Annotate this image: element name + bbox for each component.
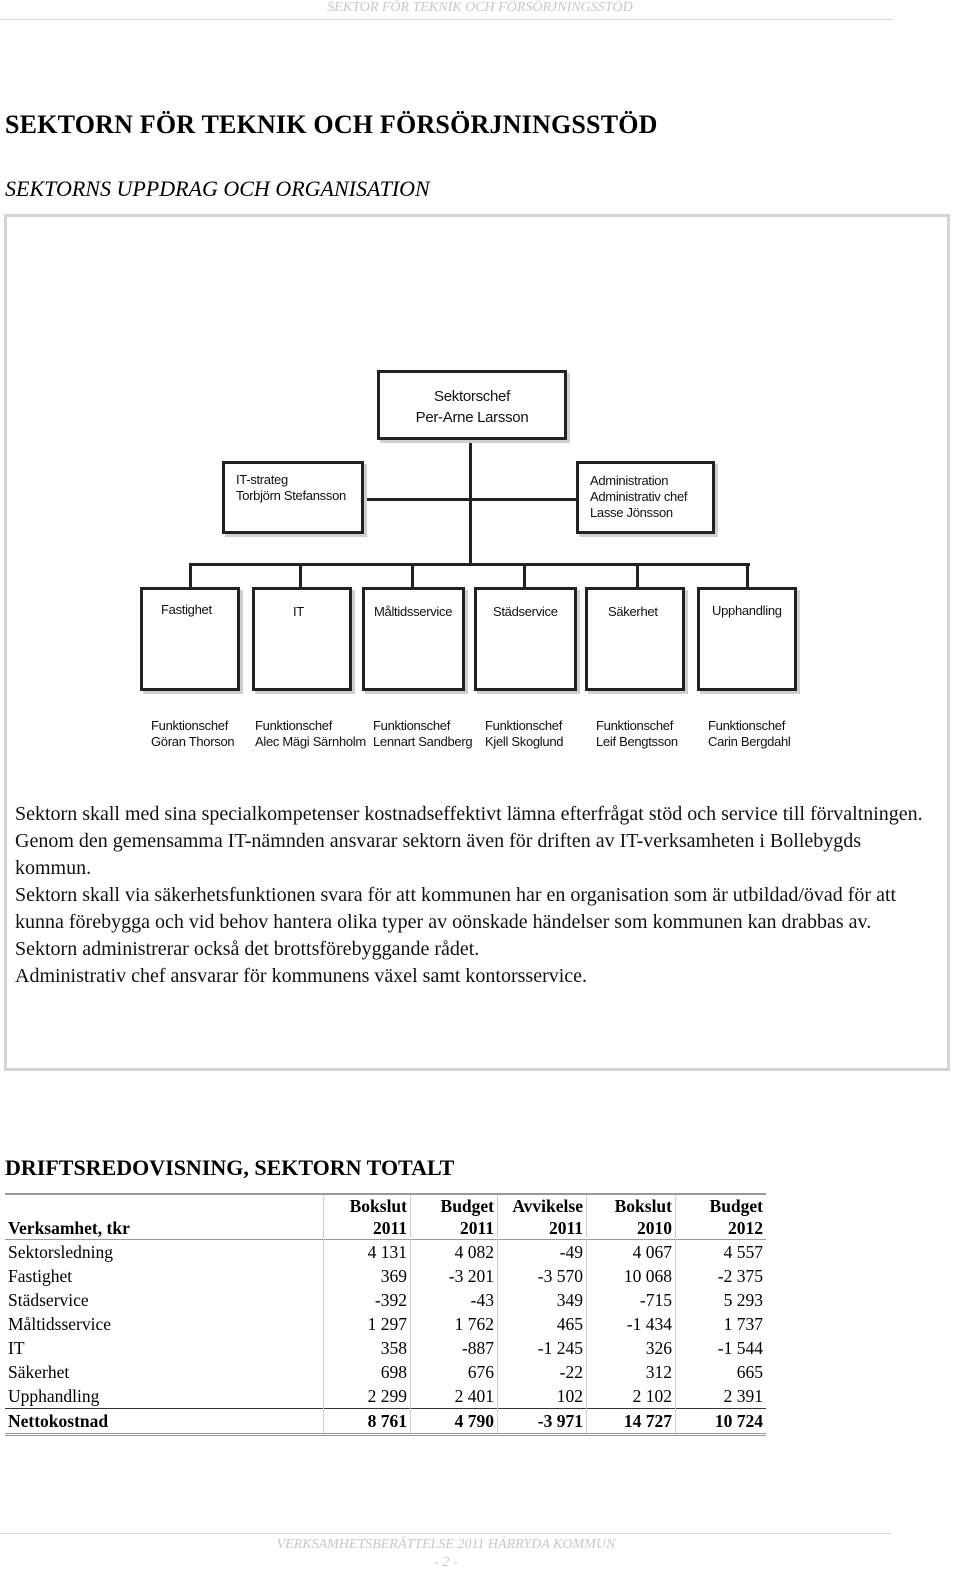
org-line-drop-5 [636, 564, 639, 589]
cell: -2 375 [717, 1266, 763, 1286]
table-row [5, 1240, 766, 1265]
cell: -22 [498, 1360, 587, 1384]
row-label: Upphandling [5, 1384, 324, 1409]
total-cell: 8 761 [324, 1409, 411, 1435]
org-box-unit [585, 587, 685, 691]
cell: 4 082 [411, 1240, 498, 1265]
unit-head [373, 718, 472, 750]
sektorschef-name: Per-Arne Larsson [415, 409, 529, 426]
col-header-top: Bokslut [587, 1194, 676, 1217]
org-box-unit [474, 587, 577, 691]
cell: 1 297 [324, 1312, 411, 1336]
cell: 358 [324, 1336, 411, 1360]
unit-head-name: Alec Mägi Särnholm [255, 734, 366, 749]
running-footer: VERKSAMHETSBERÄTTELSE 2011 HÄRRYDA KOMMUN [276, 1537, 616, 1552]
cell: -1 245 [498, 1336, 587, 1360]
org-line-drop-6 [746, 564, 749, 589]
row-label: IT [5, 1336, 324, 1360]
row-label: Måltidsservice [5, 1312, 324, 1336]
description-line: Sektorn skall med sina specialkompetenser kostnadseffektivt lämna efterfrågat stöd och service till förvaltningen. [15, 803, 923, 825]
unit-head-title: Funktionschef [255, 718, 333, 733]
table-total-row [5, 1409, 766, 1435]
cell: 4 557 [723, 1242, 763, 1262]
cell: -43 [411, 1288, 498, 1312]
cell: 2 102 [587, 1384, 676, 1409]
unit-head-title: Funktionschef [708, 718, 786, 733]
cell: 2 299 [324, 1384, 411, 1409]
unit-name: Städservice [493, 604, 558, 619]
table-row [5, 1336, 766, 1360]
cell: 465 [498, 1312, 587, 1336]
unit-name: Måltidsservice [374, 604, 453, 619]
col-header-bottom: 2010 [587, 1217, 676, 1240]
row-label: Fastighet [5, 1264, 324, 1288]
unit-head-title: Funktionschef [373, 718, 451, 733]
cell: 2 391 [723, 1386, 763, 1406]
unit-head-title: Funktionschef [485, 718, 563, 733]
unit-name: Säkerhet [608, 604, 658, 619]
org-box-unit [362, 587, 465, 691]
admin-role: Administrativ chef [590, 489, 688, 504]
row-label: Sektorsledning [5, 1240, 324, 1265]
page-title: SEKTORN FÖR TEKNIK OCH FÖRSÖRJNINGSSTÖD [5, 110, 658, 139]
table-row [5, 1360, 766, 1384]
cell: 1 737 [723, 1314, 763, 1334]
unit-head [255, 718, 366, 750]
unit-head-name: Leif Bengtsson [596, 734, 678, 749]
cell: -1 544 [717, 1338, 763, 1358]
table-row [5, 1288, 766, 1312]
cell: 102 [498, 1384, 587, 1409]
total-cell: 4 790 [411, 1409, 498, 1435]
cell: 676 [411, 1360, 498, 1384]
total-label: Nettokostnad [5, 1409, 324, 1435]
cell: 10 068 [587, 1264, 676, 1288]
table-row [5, 1312, 766, 1336]
row-label: Städservice [5, 1288, 324, 1312]
col-header-top: Avvikelse [498, 1194, 587, 1217]
total-cell: 14 727 [587, 1409, 676, 1435]
header-rule [0, 19, 892, 20]
cell: 1 762 [411, 1312, 498, 1336]
sektorschef-role: Sektorschef [434, 388, 510, 405]
cell: 698 [324, 1360, 411, 1384]
unit-name: Upphandling [712, 603, 782, 618]
org-line-itstrateg [363, 498, 470, 501]
drift-heading: DRIFTSREDOVISNING, SEKTORN TOTALT [5, 1155, 455, 1180]
unit-name: IT [293, 604, 304, 619]
table-row [5, 1264, 766, 1288]
org-line-drop-1 [189, 564, 192, 589]
org-box-administration [576, 461, 715, 534]
org-box-unit [697, 587, 797, 691]
cell: 4 131 [324, 1240, 411, 1265]
col-header-bottom: 2012 [728, 1218, 763, 1238]
unit-head-title: Funktionschef [151, 718, 229, 733]
cell: -392 [324, 1288, 411, 1312]
org-box-it-strateg [222, 461, 364, 534]
drift-table [5, 1193, 766, 1436]
org-line-horizontal [189, 563, 750, 566]
col-header-top: Budget [411, 1194, 498, 1217]
row-label: Säkerhet [5, 1360, 324, 1384]
page-subtitle: SEKTORNS UPPDRAG OCH ORGANISATION [5, 176, 430, 201]
cell: 5 293 [723, 1290, 763, 1310]
unit-head-name: Carin Bergdahl [708, 734, 791, 749]
cell: -49 [498, 1240, 587, 1265]
cell: 349 [498, 1288, 587, 1312]
description-line: Sektorn administrerar också det brottsförebyggande rådet. [15, 938, 480, 960]
cell: 665 [736, 1362, 763, 1382]
unit-head [485, 718, 563, 750]
admin-unit: Administration [590, 473, 669, 488]
admin-name: Lasse Jönsson [590, 505, 673, 520]
total-cell: 10 724 [714, 1411, 763, 1431]
col-header-bottom: 2011 [498, 1217, 587, 1240]
org-line-drop-2 [299, 564, 302, 589]
cell: 4 067 [587, 1240, 676, 1265]
page-number: - 2 - [434, 1555, 458, 1570]
org-box-sektorschef [377, 370, 567, 440]
cell: 326 [587, 1336, 676, 1360]
org-line-drop-3 [411, 564, 414, 589]
row-label-header: Verksamhet, tkr [5, 1217, 324, 1240]
mission-description [15, 801, 935, 990]
col-header-bottom: 2011 [324, 1217, 411, 1240]
total-cell: -3 971 [498, 1409, 587, 1435]
unit-head [708, 718, 791, 750]
cell: -1 434 [587, 1312, 676, 1336]
footer-rule [0, 1533, 892, 1534]
table-header-row [5, 1217, 766, 1240]
cell: 2 401 [411, 1384, 498, 1409]
it-strateg-name: Torbjörn Stefansson [236, 488, 346, 503]
col-header-top: Budget [709, 1196, 763, 1216]
cell: -715 [587, 1288, 676, 1312]
cell: -3 570 [498, 1264, 587, 1288]
org-box-unit [252, 587, 352, 691]
cell: 369 [324, 1264, 411, 1288]
org-box-unit [140, 587, 240, 691]
table-header-row [5, 1194, 766, 1217]
cell: -887 [411, 1336, 498, 1360]
org-line-top-vertical [469, 440, 472, 564]
unit-head-name: Göran Thorson [151, 734, 235, 749]
unit-head-title: Funktionschef [596, 718, 674, 733]
col-header-top: Bokslut [324, 1194, 411, 1217]
unit-head [596, 718, 678, 750]
org-line-drop-4 [523, 564, 526, 589]
cell: -3 201 [411, 1264, 498, 1288]
org-line-admin [471, 498, 577, 501]
description-line: Sektorn skall via säkerhetsfunktionen svara för att kommunen har en organisation som är utbildad/övad för att kunna förebygga och vid behov hantera olika typer av oönskade händelser som kommunen kan drabbas av. [15, 884, 897, 933]
description-line: Genom den gemensamma IT-nämnden ansvarar sektorn även för driften av IT-verksamheten i Bollebygds kommun. [15, 830, 862, 879]
table-row [5, 1384, 766, 1409]
unit-head-name: Lennart Sandberg [373, 734, 473, 749]
unit-head [151, 718, 234, 750]
unit-head-name: Kjell Skoglund [485, 734, 564, 749]
description-line: Administrativ chef ansvarar för kommunens växel samt kontorsservice. [15, 965, 588, 987]
cell: 312 [587, 1360, 676, 1384]
unit-name: Fastighet [161, 602, 212, 617]
running-header: SEKTOR FÖR TEKNIK OCH FÖRSÖRJNINGSSTÖD [327, 0, 633, 15]
it-strateg-role: IT-strateg [236, 472, 288, 487]
col-header-bottom: 2011 [411, 1217, 498, 1240]
